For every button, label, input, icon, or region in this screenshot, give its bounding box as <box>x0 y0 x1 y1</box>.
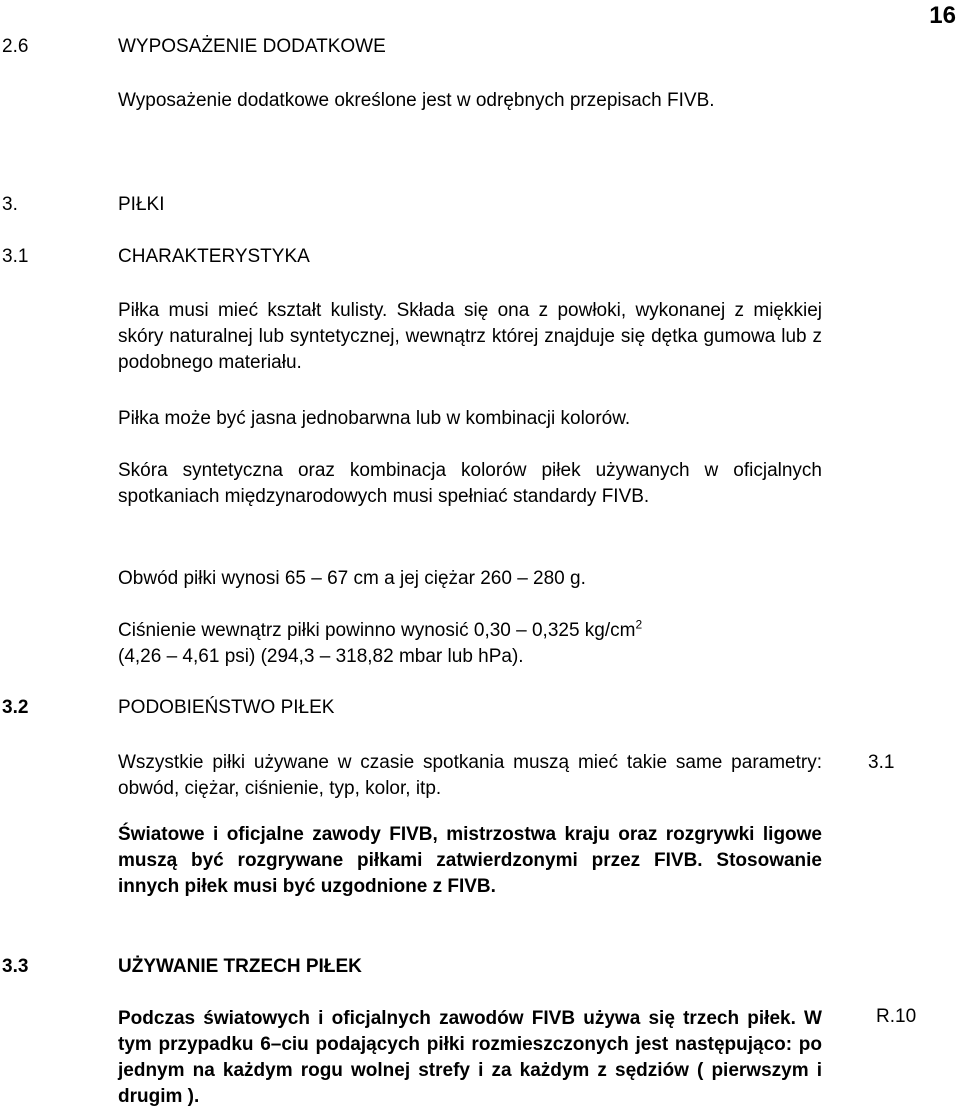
paragraph: Piłka może być jasna jednobarwna lub w kombinacji kolorów. <box>118 408 631 429</box>
superscript: 2 <box>635 617 643 632</box>
margin-reference: 3.1 <box>868 752 895 773</box>
page-number: 16 <box>929 2 956 29</box>
chapter-heading: PIŁKI <box>118 194 165 215</box>
paragraph: Światowe i oficjalne zawody FIVB, mistrzostwa kraju oraz rozgrywki ligowe muszą być rozgrywane piłkami zatwierdzonymi przez FIVB. Stosowanie innych piłek musi być uzgodnione z FIVB. <box>118 824 822 897</box>
paragraph <box>118 618 822 644</box>
paragraph: (4,26 – 4,61 psi) (294,3 – 318,82 mbar lub hPa). <box>118 646 524 667</box>
paragraph: Wyposażenie dodatkowe określone jest w odrębnych przepisach FIVB. <box>118 90 715 111</box>
chapter-number: 3. <box>2 194 18 215</box>
paragraph: Obwód piłki wynosi 65 – 67 cm a jej ciężar 260 – 280 g. <box>118 568 586 589</box>
section-heading: WYPOSAŻENIE DODATKOWE <box>118 36 386 57</box>
paragraph: Wszystkie piłki używane w czasie spotkania muszą mieć takie same parametry: obwód, ciężar, ciśnienie, typ, kolor, itp. <box>118 752 822 799</box>
section-heading: UŻYWANIE TRZECH PIŁEK <box>118 956 362 977</box>
paragraph: Skóra syntetyczna oraz kombinacja kolorów piłek używanych w oficjalnych spotkaniach międzynarodowych musi spełniać standardy FIVB. <box>118 460 822 507</box>
margin-reference: R.10 <box>876 1006 917 1027</box>
paragraph: Podczas światowych i oficjalnych zawodów FIVB używa się trzech piłek. W tym przypadku 6–ciu podających piłki rozmieszczonych jest następująco: po jednym na każdym rogu wolnej strefy i za każdym z sędziów ( pierwszym i drugim ). <box>118 1008 822 1107</box>
section-number: 2.6 <box>2 36 29 57</box>
pressure-text: Ciśnienie wewnątrz piłki powinno wynosić 0,30 – 0,325 kg/cm <box>118 620 636 641</box>
section-heading: CHARAKTERYSTYKA <box>118 246 310 267</box>
section-number: 3.2 <box>2 697 29 718</box>
section-heading: PODOBIEŃSTWO PIŁEK <box>118 697 335 718</box>
section-number: 3.3 <box>2 956 29 977</box>
section-number: 3.1 <box>2 246 29 267</box>
paragraph: Piłka musi mieć kształt kulisty. Składa się ona z powłoki, wykonanej z miękkiej skóry naturalnej lub syntetycznej, wewnątrz której znajduje się dętka gumowa lub z podobnego materiału. <box>118 300 822 373</box>
